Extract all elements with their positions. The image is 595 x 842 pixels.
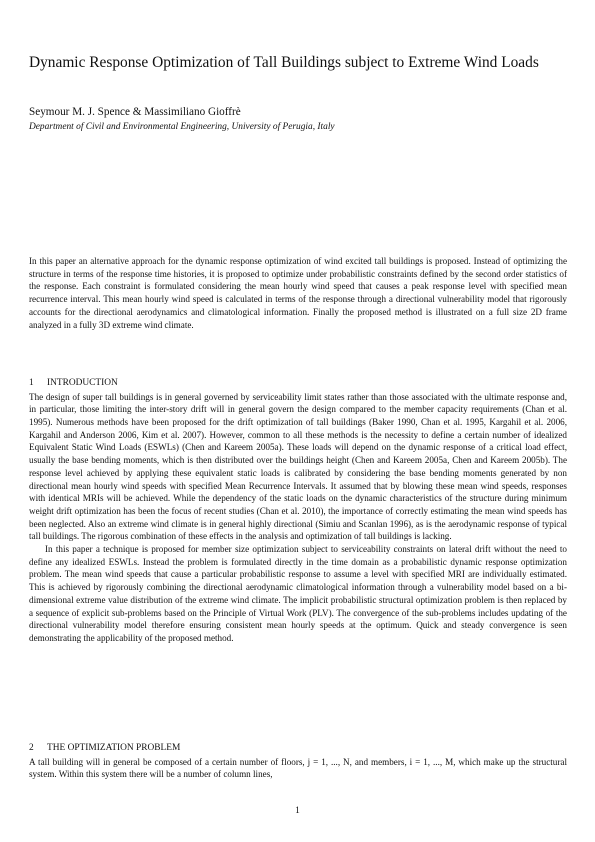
- body-paragraph: In this paper a technique is proposed for member size optimization subject to serviceability constraints on lateral drift without the need to define any idealized ESWLs. Instead the problem is formulated directly in the time domain as a probabilistic dynamic response optimization problem. The mean wind speeds that cause a particular probabilistic response to assume a level with specified MRI are individually estimated. This is achieved by rigorously combining the directional aerodynamic climatological information through a vulnerability model based on a bi-dimensional extreme value distribution of the extreme wind climate. The implicit probabilistic structural optimization problem is then replaced by a sequence of explicit sub-problems based on the Principle of Virtual Work (PLV). The convergence of the sub-problems includes updating of the directional vulnerability model therefore ensuring consistent mean hourly speeds at the optimum. Quick and steady convergence is seen demonstrating the applicability of the proposed method.: [29, 544, 567, 643]
- abstract: [29, 255, 567, 331]
- page-number: 1: [295, 806, 300, 816]
- body-paragraph: A tall building will in general be composed of a certain number of floors, j = 1, ..., N, and members, i = 1, ..., M, which make up the structural system. Within this system there will be a number of column lines,: [29, 756, 567, 780]
- abstract-text: In this paper an alternative approach for the dynamic response optimization of wind excited tall buildings is proposed. Instead of optimizing the structure in terms of the response time histories, it is proposed to optimize under probabilistic constraints defined by the second order statistics of the response. Each constraint is formulated considering the mean hourly wind speed that causes a peak response level with specified mean recurrence interval. This mean hourly wind speed is calculated in terms of the response through a directional vulnerability model that rigorously accounts for the directional aerodynamics and climatological information. Finally the proposed method is illustrated on a full size 2D frame analyzed in a fully 3D extreme wind climate.: [29, 256, 567, 330]
- section-heading: [29, 742, 567, 755]
- paper-title: Dynamic Response Optimization of Tall Buildings subject to Extreme Wind Loads: [29, 54, 539, 71]
- section-optimization-problem: [29, 742, 567, 781]
- section-introduction: [29, 377, 567, 645]
- section-title: INTRODUCTION: [47, 378, 118, 388]
- paper-affiliation: Department of Civil and Environmental Engineering, University of Perugia, Italy: [29, 122, 335, 132]
- paper-authors: Seymour M. J. Spence & Massimiliano Gioffrè: [29, 106, 241, 118]
- section-number: 1: [29, 378, 34, 388]
- body-paragraph: The design of super tall buildings is in general governed by serviceability limit states rather than those associated with the ultimate response and, in particular, those limiting the inter-story drift will in general govern the design compared to the member capacity requirements (Chan et al. 1995). Numerous methods have been proposed for the drift optimization of tall buildings (Baker 1990, Chan et al. 1995, Kargahil et al. 2006, Kargahil and Anderson 2006, Kim et al. 2007). However, common to all these methods is the necessity to define a certain number of idealized Equivalent Static Wind Loads (ESWLs) (Chen and Kareem 2005a). These loads will depend on the dynamic response of a critical load effect, usually the base bending moments, which is then distributed over the buildings height (Chen and Kareem 2005a, Chen and Kareem 2005b). The response level achieved by applying these equivalent static loads is calibrated by considering the base bending moments generated by non directional mean hourly wind speeds with specified Mean Recurrence Intervals. It assumed that by blowing these mean wind speeds, responses with identical MRIs will be achieved. While the dependency of the static loads on the dynamic characteristics of the structure during minimum weight drift optimization has been the focus of recent studies (Chan et al. 2010), the importance of correctly estimating the mean wind speeds has been neglected. Also an extreme wind climate is in general highly directional (Simiu and Scanlan 1996), as is the aerodynamic response of typical tall buildings. The rigorous combination of these effects in the analysis and optimization of tall buildings is lacking.: [29, 391, 567, 542]
- section-heading: [29, 377, 567, 390]
- section-number: 2: [29, 743, 34, 753]
- section-title: THE OPTIMIZATION PROBLEM: [47, 743, 181, 753]
